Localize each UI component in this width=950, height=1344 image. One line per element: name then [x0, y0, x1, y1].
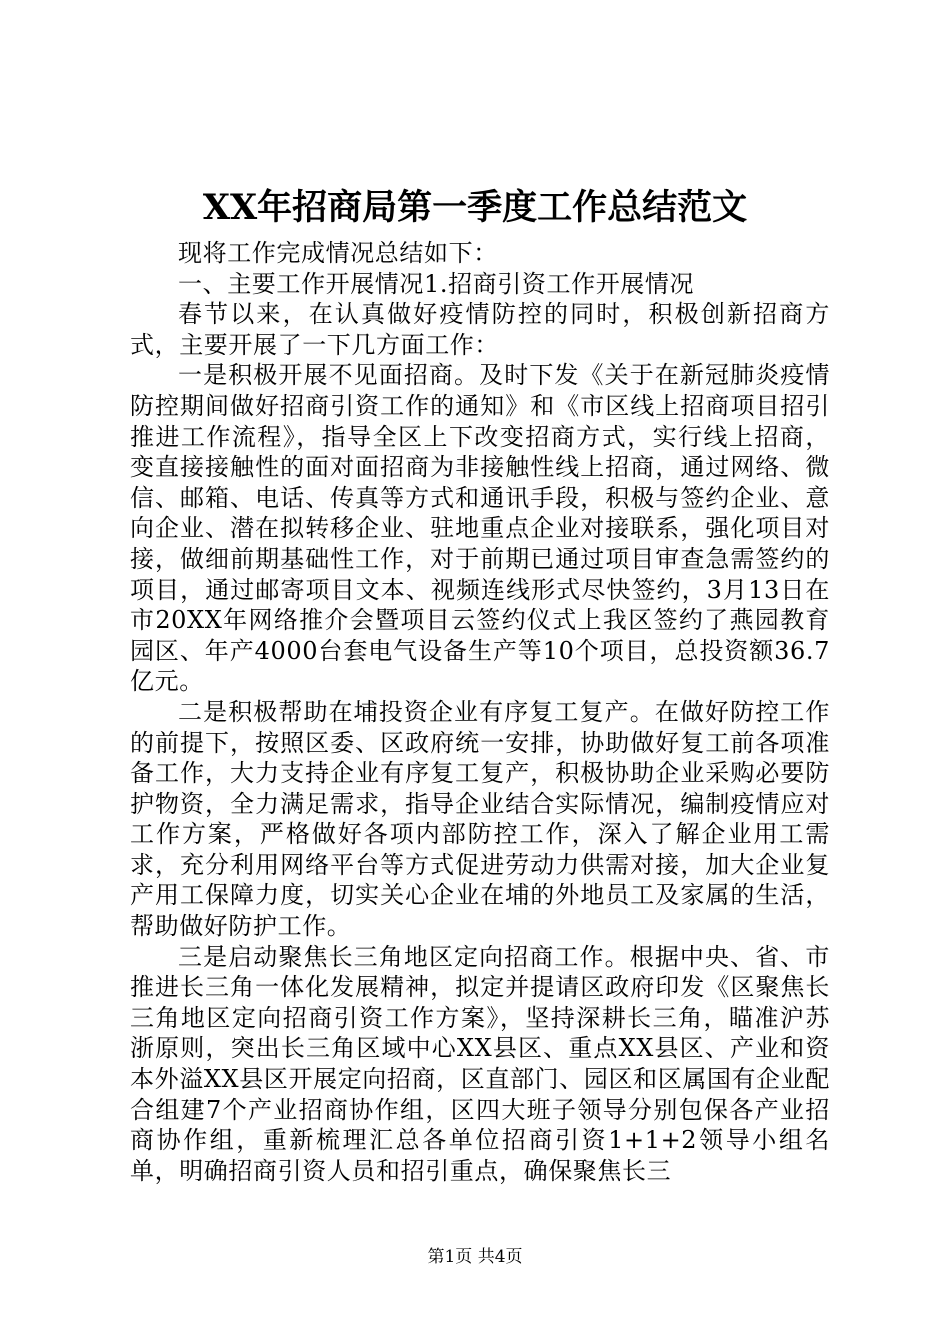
paragraph-item-2: 二是积极帮助在埔投资企业有序复工复产。在做好防控工作的前提下，按照区委、区政府统一安排，协助做好复工前各项准备工作，大力支持企业有序复工复产，积极协助企业采购必要防护物资，全力满足需求，指导企业结合实际情况，编制疫情应对工作方案，严格做好各项内部防控工作，深入了解企业用工需求，充分利用网络平台等方式促进劳动力供需对接，加大企业复产用工保障力度，切实关心企业在埔的外地员工及家属的生活，帮助做好防护工作。 [130, 697, 830, 941]
paragraph-intro: 现将工作完成情况总结如下： [178, 239, 498, 267]
paragraph-item-1: 一是积极开展不见面招商。及时下发《关于在新冠肺炎疫情防控期间做好招商引资工作的通知》和《市区线上招商项目招引推进工作流程》，指导全区上下改变招商方式，实行线上招商，变直接接触性的面对面招商为非接触性线上招商，通过网络、微信、邮箱、电话、传真等方式和通讯手段，积极与签约企业、意向企业、潜在拟转移企业、驻地重点企业对接联系，强化项目对接，做细前期基础性工作，对于前期已通过项目审查急需签约的项目，通过邮寄项目文本、视频连线形式尽快签约，3月13日在市20XX年网络推介会暨项目云签约仪式上我区签约了燕园教育园区、年产4000台套电气设备生产等10个项目，总投资额36.7亿元。 [130, 361, 830, 696]
paragraph-overview: 春节以来，在认真做好疫情防控的同时，积极创新招商方式，主要开展了一下几方面工作： [130, 300, 830, 359]
document-title: XX年招商局第一季度工作总结范文 [202, 187, 748, 228]
page-number-footer: 第1页 共4页 [427, 1247, 523, 1267]
document-body [130, 238, 830, 1186]
paragraph-item-3: 三是启动聚焦长三角地区定向招商工作。根据中央、省、市推进长三角一体化发展精神，拟定并提请区政府印发《区聚焦长三角地区定向招商引资工作方案》，坚持深耕长三角，瞄准沪苏浙原则，突出长三角区域中心XX县区、重点XX县区、产业和资本外溢XX县区开展定向招商，区直部门、园区和区属国有企业配合组建7个产业招商协作组，区四大班子领导分别包保各产业招商协作组，重新梳理汇总各单位招商引资1+1+2领导小组名单，明确招商引资人员和招引重点，确保聚焦长三 [130, 942, 830, 1185]
paragraph-section-heading: 一、主要工作开展情况1.招商引资工作开展情况 [178, 269, 695, 298]
